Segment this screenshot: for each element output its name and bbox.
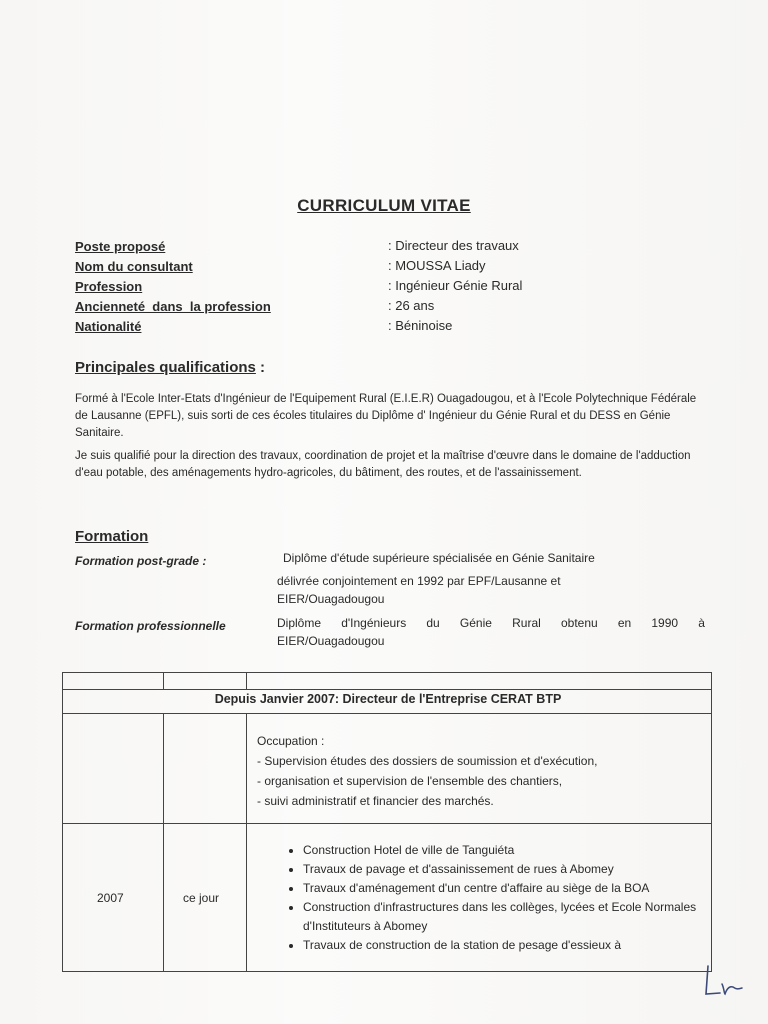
- table-rule-occupation: [63, 823, 711, 824]
- qualifications-heading: [75, 359, 265, 376]
- field-value-profession: : Ingénieur Génie Rural: [388, 278, 523, 293]
- formation-pro-word: 1990: [651, 616, 679, 630]
- occupation-title: Occupation :: [257, 734, 325, 748]
- handwritten-initials: [702, 960, 748, 1000]
- formation-heading: Formation: [75, 528, 149, 545]
- project-item: • Travaux de construction de la station de pesage d'essieux à: [303, 936, 723, 955]
- formation-pro-word: en: [617, 616, 632, 630]
- field-label-profession: Profession: [75, 279, 143, 294]
- qualifications-paragraph-2: Je suis qualifié pour la direction des travaux, coordination de projet et la maîtrise d'œuvre dans le domaine de l'adduction d'eau potable, des aménagements hydro-agricoles, du bâtiment, des routes, et de l'assainissement.: [75, 450, 691, 479]
- table-header: Depuis Janvier 2007: Directeur de l'Entreprise CERAT BTP: [214, 692, 562, 706]
- project-item: • Travaux de pavage et d'assainissement de rues à Abomey: [303, 860, 723, 879]
- occupation-item: - Supervision études des dossiers de soumission et d'exécution,: [257, 754, 598, 768]
- table-rule-header: [63, 713, 711, 714]
- table-col-divider-2: [246, 713, 247, 971]
- project-list: [281, 841, 723, 955]
- formation-pro-word: obtenu: [560, 616, 598, 630]
- field-label-poste: Poste proposé: [75, 239, 166, 254]
- table-col-divider-1: [163, 713, 164, 971]
- formation-pro-word: Diplôme: [277, 616, 322, 630]
- formation-postgrade-label: Formation post-grade :: [75, 554, 207, 568]
- formation-postgrade-line-1: Diplôme d'étude supérieure spécialisée en Génie Sanitaire: [283, 551, 595, 565]
- occupation-item: - organisation et supervision de l'ensemble des chantiers,: [257, 774, 563, 788]
- field-label-nationalite: Nationalité: [75, 319, 142, 334]
- table-col-divider-1-top: [163, 673, 164, 689]
- qualifications-paragraph-1: Formé à l'Ecole Inter-Etats d'Ingénieur de l'Equipement Rural (E.I.E.R) Ouagadougou, et à l'Ecole Polytechnique Fédérale de Lausanne (EPFL), suis sorti de ces écoles titulaires du Diplôme d' Ingénieur du Génie Rural et du DESS en Génie Sanitaire.: [75, 393, 697, 439]
- qualifications-heading-suffix: :: [255, 359, 266, 376]
- document-title: CURRICULUM VITAE: [297, 196, 471, 215]
- formation-pro-line-1: [277, 614, 705, 632]
- project-item: • Travaux d'aménagement d'un centre d'affaire au siège de la BOA: [303, 879, 723, 898]
- field-value-poste: : Directeur des travaux: [388, 238, 519, 253]
- formation-postgrade-line-3: EIER/Ouagadougou: [277, 592, 385, 606]
- formation-pro-label: Formation professionnelle: [75, 619, 226, 633]
- formation-pro-word: à: [698, 616, 705, 630]
- table-rule-top: [63, 689, 711, 690]
- formation-pro-word: d'Ingénieurs: [341, 616, 407, 630]
- table-col-divider-2-top: [246, 673, 247, 689]
- field-value-anciennete: : 26 ans: [388, 298, 435, 313]
- formation-postgrade-line-2: délivrée conjointement en 1992 par EPF/Lausanne et: [277, 574, 561, 588]
- occupation-item: - suivi administratif et financier des marchés.: [257, 794, 494, 808]
- field-label-nom: Nom du consultant: [75, 259, 193, 274]
- period-end: ce jour: [183, 891, 220, 905]
- project-item: • Construction Hotel de ville de Tanguiéta: [303, 841, 723, 860]
- qualifications-heading-text: Principales qualifications: [75, 359, 256, 376]
- experience-table: [62, 672, 712, 972]
- field-value-nom: : MOUSSA Liady: [388, 258, 486, 273]
- formation-pro-word: du: [426, 616, 440, 630]
- formation-pro-word: Génie: [459, 616, 492, 630]
- field-value-nationalite: : Béninoise: [388, 318, 453, 333]
- occupation-block: [257, 731, 597, 811]
- formation-pro-word: Rural: [512, 616, 541, 630]
- field-label-anciennete: Ancienneté dans la profession: [75, 299, 271, 314]
- period-start: 2007: [97, 891, 124, 905]
- project-item: • Construction d'infrastructures dans les collèges, lycées et Ecole Normales d'Instituteurs à Abomey: [303, 898, 723, 936]
- formation-pro-line-2: EIER/Ouagadougou: [277, 634, 385, 648]
